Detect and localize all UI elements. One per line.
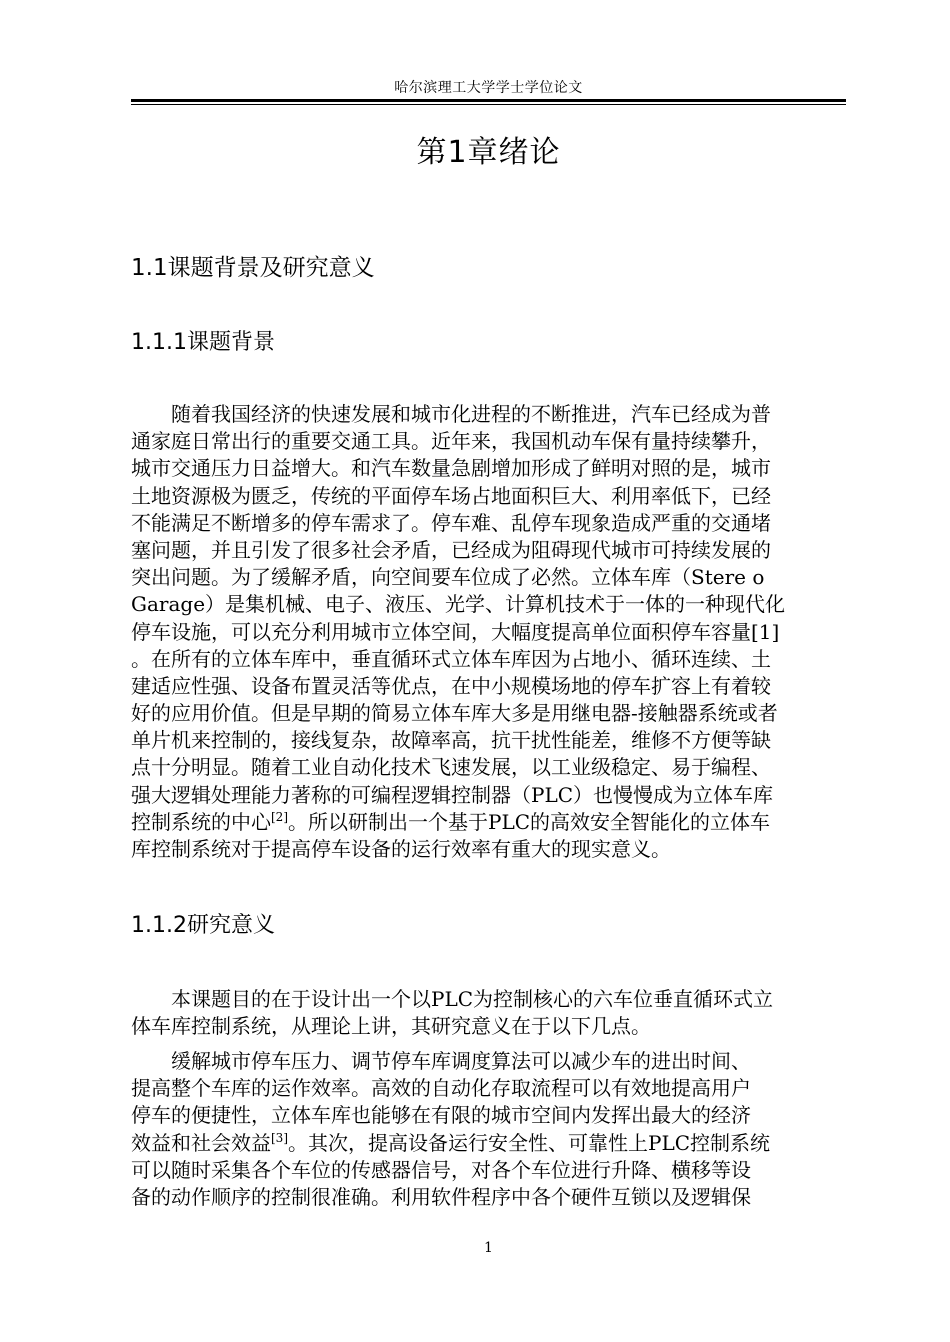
text-line: 备的动作顺序的控制很准确。利用软件程序中各个硬件互锁以及逻辑保: [131, 1184, 751, 1209]
subsection-heading-significance: 1.1.2研究意义: [131, 913, 275, 938]
text-line: 提高整个车库的运作效率。高效的自动化存取流程可以有效地提高用户: [131, 1076, 751, 1101]
text-line: 点十分明显。随着工业自动化技术飞速发展，以工业级稳定、易于编程、: [131, 755, 771, 780]
text-line: 随着我国经济的快速发展和城市化进程的不断推进，汽车已经成为普: [171, 402, 771, 426]
running-header: 哈尔滨理工大学学士学位论文: [394, 80, 583, 96]
text-line: [131, 1130, 846, 1157]
text-line: 城市交通压力日益增大。和汽车数量急剧增加形成了鲜明对照的是，城市: [131, 456, 771, 481]
section-heading: 1.1课题背景及研究意义: [131, 255, 375, 281]
citation-3: [3]: [271, 1130, 288, 1145]
paragraph-significance-intro: [131, 986, 846, 1040]
header-rule-thick: [131, 99, 846, 102]
header-rule-thin: [131, 104, 846, 105]
paragraph-significance-detail: [131, 1048, 846, 1211]
text-line: 强大逻辑处理能力著称的可编程逻辑控制器（PLC）也慢慢成为立体车库: [131, 782, 774, 807]
text-line: 缓解城市停车压力、调节停车库调度算法可以减少车的进出时间、: [171, 1049, 751, 1073]
text-line: 停车设施，可以充分利用城市立体空间，大幅度提高单位面积停车容量[1]: [131, 619, 780, 644]
text-line: 本课题目的在于设计出一个以PLC为控制核心的六车位垂直循环式立: [171, 987, 774, 1011]
text-line: 库控制系统对于提高停车设备的运行效率有重大的现实意义。: [131, 837, 671, 861]
text-segment: 控制系统的中心: [131, 809, 271, 834]
text-line: 不能满足不断增多的停车需求了。停车难、乱停车现象造成严重的交通堵: [131, 510, 771, 535]
text-segment: 效益和社会效益: [131, 1130, 271, 1155]
text-line: 好的应用价值。但是早期的简易立体车库大多是用继电器-接触器系统或者: [131, 701, 778, 726]
subsection-heading-background: 1.1.1课题背景: [131, 330, 275, 355]
text-line: 突出问题。为了缓解矛盾，向空间要车位成了必然。立体车库（Stere o: [131, 565, 765, 590]
text-line: Garage）是集机械、电子、液压、光学、计算机技术于一体的一种现代化: [131, 592, 786, 617]
chapter-title: 第1章绪论: [416, 135, 561, 170]
text-line: 建适应性强、设备布置灵活等优点，在中小规模场地的停车扩容上有着较: [131, 673, 771, 698]
text-line: 可以随时采集各个车位的传感器信号，对各个车位进行升降、横移等设: [131, 1157, 751, 1182]
text-line: 单片机来控制的，接线复杂，故障率高，抗干扰性能差，维修不方便等缺: [131, 728, 771, 753]
text-line: 通家庭日常出行的重要交通工具。近年来，我国机动车保有量持续攀升，: [131, 429, 771, 454]
text-line: 。在所有的立体车库中，垂直循环式立体车库因为占地小、循环连续、土: [131, 646, 771, 671]
text-line: 塞问题，并且引发了很多社会矛盾，已经成为阻碍现代城市可持续发展的: [131, 537, 771, 562]
text-line: 土地资源极为匮乏，传统的平面停车场占地面积巨大、利用率低下，已经: [131, 483, 771, 508]
citation-2: [2]: [271, 809, 288, 824]
text-line: 停车的便捷性，立体车库也能够在有限的城市空间内发挥出最大的经济: [131, 1103, 751, 1128]
text-line: 体车库控制系统，从理论上讲，其研究意义在于以下几点。: [131, 1014, 651, 1039]
text-segment: 。其次，提高设备运行安全性、可靠性上PLC控制系统: [288, 1130, 771, 1155]
paragraph-background: [131, 401, 846, 863]
text-line: [131, 809, 846, 836]
text-segment: 。所以研制出一个基于PLC的高效安全智能化的立体车: [288, 809, 771, 834]
page-number: 1: [484, 1240, 493, 1256]
